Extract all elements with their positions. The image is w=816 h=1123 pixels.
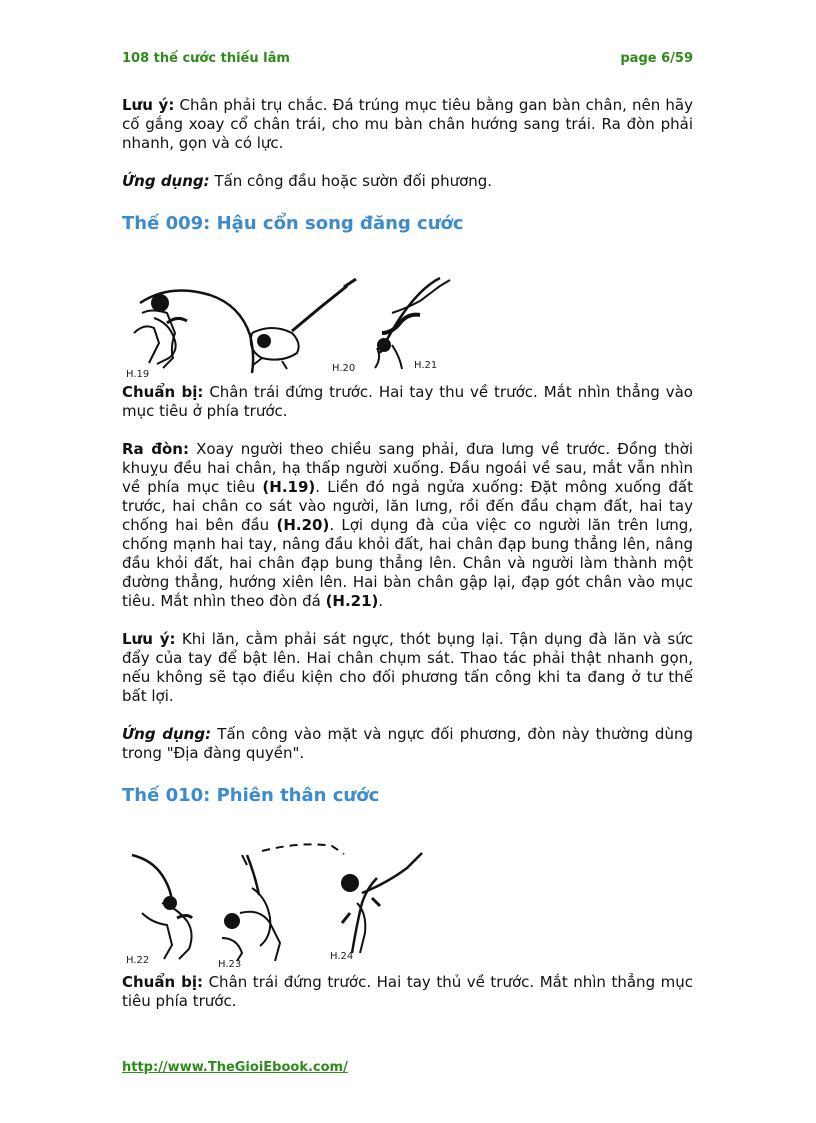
figure-caption-h23: H.23 bbox=[218, 959, 242, 970]
figure-caption-h22: H.22 bbox=[126, 955, 150, 966]
preparation-text: Chân trái đứng trước. Hai tay thủ về trước. Mắt nhìn thẳng mục tiêu phía trước. bbox=[122, 973, 693, 1010]
execution-label: Ra đòn: bbox=[122, 440, 189, 458]
figure-010 bbox=[122, 843, 693, 973]
figure-reference: (H.19) bbox=[262, 478, 316, 496]
figure-009 bbox=[122, 273, 693, 383]
website-link[interactable]: http://www.TheGioiEbook.com/ bbox=[122, 1060, 348, 1075]
note-label: Lưu ý: bbox=[122, 630, 176, 648]
execution-text-part: . Lợi dụng đà của việc co người lăn trên lưng, chống mạnh hai tay, nâng đầu khỏi đất, hai chân đạp bung thẳng lên, nâng đầu khỏi đất, hai chân đạp bung thẳng lên. Chân và người làm thành một đường thẳng, hướng xiên lên. Hai bàn chân gập lại, đạp gót chân vào mục tiêu. Mắt nhìn theo đòn đá bbox=[122, 516, 694, 610]
preparation-text: Chân trái đứng trước. Hai tay thu về trước. Mắt nhìn thẳng vào mục tiêu ở phía trước. bbox=[122, 383, 693, 420]
kicking-figures-illustration-icon bbox=[122, 273, 462, 383]
application-label: Ứng dụng: bbox=[122, 725, 212, 743]
execution-text-part: . bbox=[378, 592, 384, 610]
execution-text-part: . Liền đó ngả ngửa xuống: Đặt mông xuống đất trước, hai chân co sát vào người, lăn lưng, rồi đến đầu chạm đất, hai tay chống hai bên đầu bbox=[122, 478, 694, 534]
figure-caption-h19: H.19 bbox=[126, 369, 150, 380]
preparation-label: Chuẩn bị: bbox=[122, 973, 204, 991]
book-title: 108 thế cước thiếu lâm bbox=[122, 50, 290, 66]
application-label: Ứng dụng: bbox=[122, 172, 210, 190]
preparation-label: Chuẩn bị: bbox=[122, 383, 204, 401]
page-body bbox=[122, 96, 693, 1011]
execution-text-part: Xoay người theo chiều sang phải, đưa lưng về trước. Đồng thời khuỵu đều hai chân, hạ thấp người xuống. Đầu ngoái về sau, mắt vẫn nhìn về phía mục tiêu bbox=[122, 440, 693, 496]
note-paragraph bbox=[122, 96, 693, 153]
spinning-kick-illustration-icon bbox=[122, 843, 442, 973]
figure-reference: (H.20) bbox=[276, 516, 330, 534]
application-text: Tấn công vào mặt và ngực đối phương, đòn này thường dùng trong "Địa đàng quyền". bbox=[122, 725, 693, 762]
preparation-paragraph bbox=[122, 973, 693, 1011]
figure-caption-h24: H.24 bbox=[330, 951, 354, 962]
note-label: Lưu ý: bbox=[122, 96, 175, 114]
section-heading-010: Thế 010: Phiên thân cước bbox=[122, 785, 380, 806]
figure-caption-h21: H.21 bbox=[414, 360, 438, 371]
application-text: Tấn công đầu hoặc sườn đối phương. bbox=[209, 172, 493, 190]
page-header bbox=[122, 48, 693, 68]
page-number: page 6/59 bbox=[620, 50, 693, 66]
section-heading-009: Thế 009: Hậu cổn song đăng cước bbox=[122, 213, 464, 234]
page-footer bbox=[122, 1060, 348, 1075]
figure-reference: (H.21) bbox=[325, 592, 379, 610]
execution-paragraph bbox=[122, 440, 693, 611]
figure-caption-h20: H.20 bbox=[332, 363, 356, 374]
note-text: Chân phải trụ chắc. Đá trúng mục tiêu bằng gan bàn chân, nên hãy cố gắng xoay cổ chân trái, cho mu bàn chân hướng sang trái. Ra đòn phải nhanh, gọn và có lực. bbox=[122, 96, 693, 152]
application-paragraph bbox=[122, 172, 693, 191]
note-text: Khi lăn, cằm phải sát ngực, thót bụng lại. Tận dụng đà lăn và sức đẩy của tay để bật lên. Hai chân chụm sát. Thao tác phải thật nhanh gọn, nếu không sẽ tạo điều kiện cho đối phương tấn công khi ta đang ở tư thế bất lợi. bbox=[122, 630, 693, 705]
application-paragraph bbox=[122, 725, 693, 763]
preparation-paragraph bbox=[122, 383, 693, 421]
note-paragraph bbox=[122, 630, 693, 706]
